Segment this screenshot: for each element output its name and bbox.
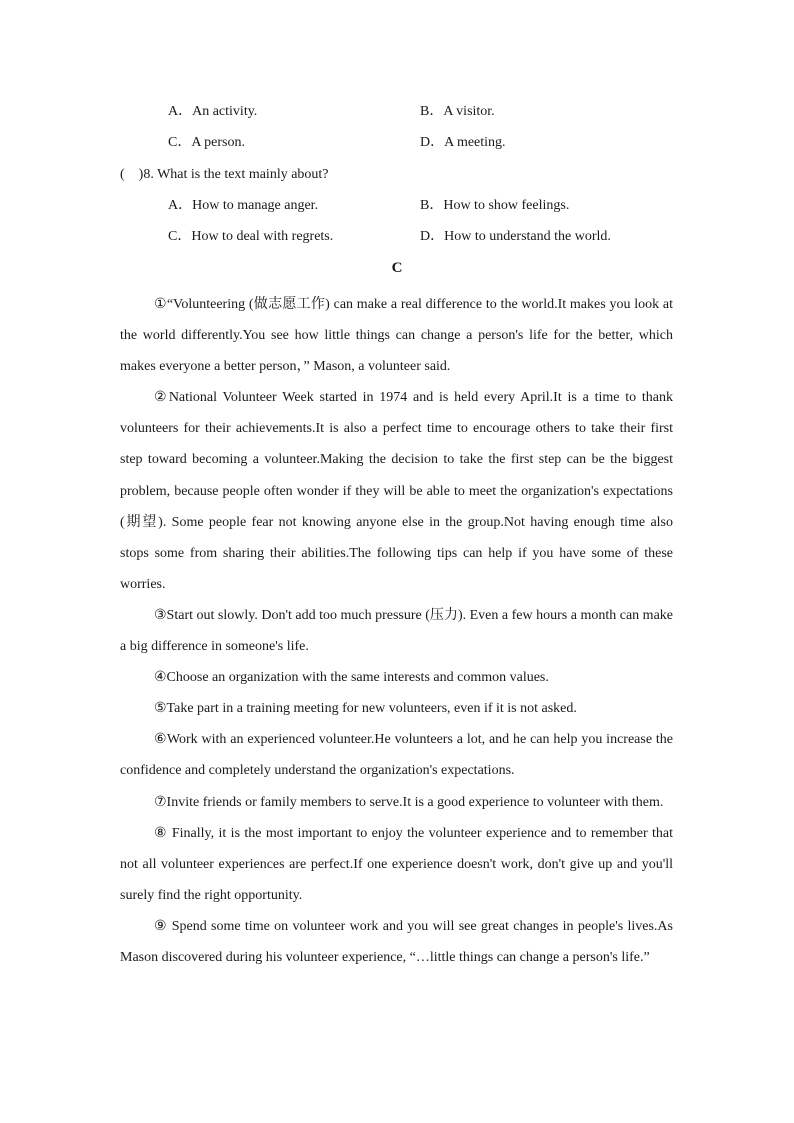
q7-option-b[interactable]: B．A visitor. <box>420 104 495 119</box>
paragraph-4: ④Choose an organization with the same interests and common values. <box>154 670 549 686</box>
q7-options-row-2 <box>168 133 688 153</box>
paragraph-7: ⑦Invite friends or family members to serve.It is a good experience to volunteer with them. <box>154 794 664 810</box>
q8-option-d[interactable]: D．How to understand the world. <box>420 229 611 244</box>
reading-passage <box>120 289 673 973</box>
q8-option-c[interactable]: C．How to deal with regrets. <box>168 229 334 244</box>
q7-option-c[interactable]: C．A person. <box>168 135 245 150</box>
q7-option-d[interactable]: D．A meeting. <box>420 135 506 150</box>
q8-options-row-2 <box>168 227 688 247</box>
section-title: C <box>391 260 403 276</box>
paragraph-9: ⑨ Spend some time on volunteer work and you will see great changes in people's lives.As Mason discovered during his volunteer experience, “…little things can change a person's life.” <box>120 918 673 965</box>
q8-options-row-1 <box>168 196 688 216</box>
paragraph-2: ②National Volunteer Week started in 1974 and is held every April.It is a time to thank volunteers for their achievements.It is also a perfect time to encourage others to take their first step toward becoming a volunteer.Making the decision to take the first step can be the biggest problem, because people often wonder if they will be able to meet the organization's expectations (期望). Some people fear not knowing anyone else in the group.Not having enough time also stops some from sharing their abilities.The following tips can help if you have some of these worries. <box>120 390 673 592</box>
paragraph-8: ⑧ Finally, it is the most important to enjoy the volunteer experience and to remember that not all volunteer experiences are perfect.If one experience doesn't work, don't give up and you'll surely find the right opportunity. <box>120 825 673 903</box>
paragraph-1: ①“Volunteering (做志愿工作) can make a real difference to the world.It makes you look at the world differently.You see how little things can change a person's life for the better, which makes everyone a better person，” Mason, a volunteer said. <box>120 297 673 375</box>
q8-stem: ( )8. What is the text mainly about? <box>120 167 329 182</box>
q7-options-row-1 <box>168 102 688 122</box>
paragraph-3: ③Start out slowly. Don't add too much pressure (压力). Even a few hours a month can make a big difference in someone's life. <box>120 607 673 655</box>
q7-option-a[interactable]: A．An activity. <box>168 104 258 119</box>
paragraph-5: ⑤Take part in a training meeting for new volunteers, even if it is not asked. <box>154 701 577 717</box>
q8-option-a[interactable]: A．How to manage anger. <box>168 198 319 213</box>
q8-option-b[interactable]: B．How to show feelings. <box>420 198 570 213</box>
paragraph-6: ⑥Work with an experienced volunteer.He volunteers a lot, and he can help you increase the confidence and completely understand the organization's expectations. <box>120 732 673 779</box>
